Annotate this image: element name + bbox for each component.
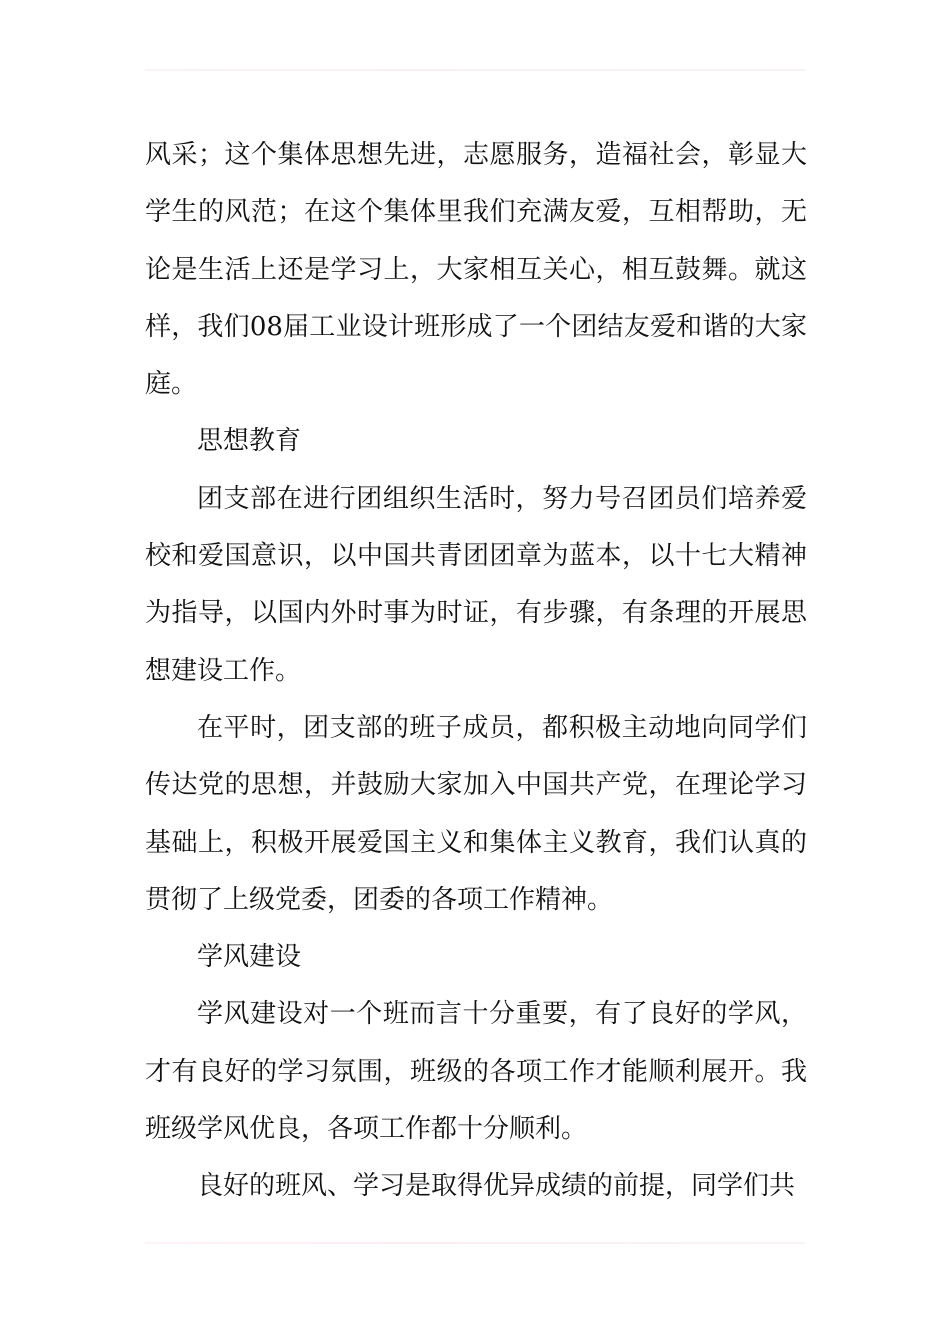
- section-heading-ideology-education: 思想教育: [197, 426, 302, 457]
- body-paragraph: 风采；这个集体思想先进，志愿服务，造福社会，彰显大学生的风范；在这个集体里我们充满友爱，互相帮助，无论是生活上还是学习上，大家相互关心，相互鼓舞。就这样，我们08届工业设计班形成了一个团结友爱和谐的大家庭。: [145, 140, 807, 400]
- header-rule: [145, 69, 805, 71]
- body-paragraph: 良好的班风、学习是取得优异成绩的前提，同学们共: [197, 1171, 796, 1202]
- section-heading-study-style: 学风建设: [197, 942, 302, 973]
- body-paragraph: 在平时，团支部的班子成员，都积极主动地向同学们传达党的思想，并鼓励大家加入中国共产党，在理论学习基础上，积极开展爱国主义和集体主义教育，我们认真的贯彻了上级党委，团委的各项工作精神。: [145, 712, 807, 915]
- body-paragraph: 学风建设对一个班而言十分重要，有了良好的学风，才有良好的学习氛围，班级的各项工作才能顺利展开。我班级学风优良，各项工作都十分顺利。: [145, 999, 807, 1145]
- document-body: [145, 127, 807, 1216]
- footer-rule: [145, 1242, 805, 1244]
- body-paragraph: 团支部在进行团组织生活时，努力号召团员们培养爱校和爱国意识，以中国共青团团章为蓝本，以十七大精神为指导，以国内外时事为时证，有步骤，有条理的开展思想建设工作。: [145, 483, 807, 686]
